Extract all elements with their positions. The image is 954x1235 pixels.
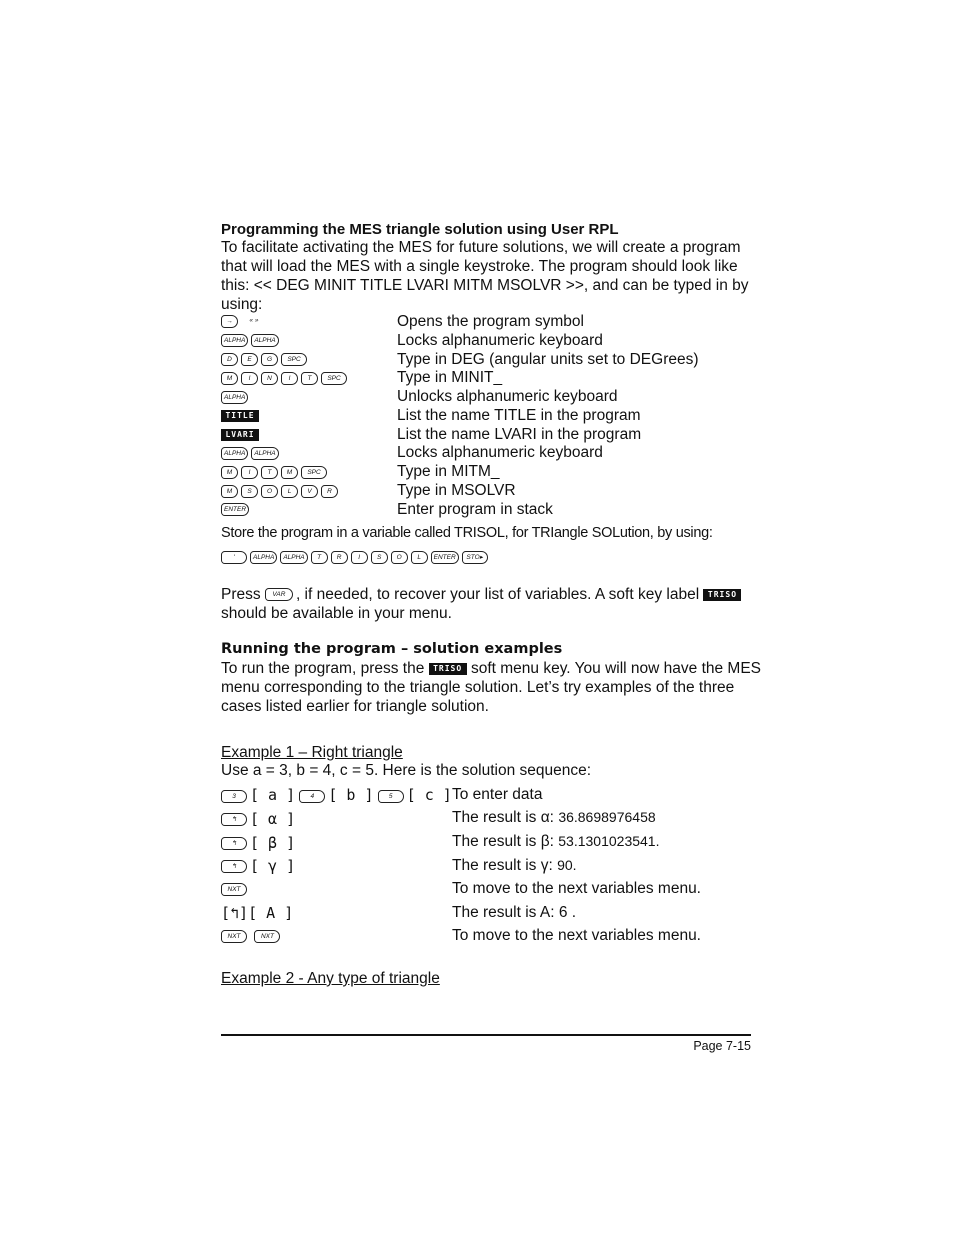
alpha-key: ALPHA (221, 334, 248, 347)
example-intro: Use a = 3, b = 4, c = 5. Here is the solution sequence: (221, 762, 592, 779)
key-d: D (221, 353, 238, 366)
step-description: Unlocks alphanumeric keyboard (397, 388, 618, 405)
example-row (221, 904, 293, 923)
paragraph-line: this: << DEG MINIT TITLE LVARI MITM MSOLVR >>, and can be typed in by (221, 277, 749, 294)
section-heading: Programming the MES triangle solution using User RPL (221, 221, 619, 238)
step-row (221, 389, 251, 408)
row-description: The result is A: 6 . (452, 904, 577, 921)
key-s: S (371, 551, 388, 564)
step-description: Type in MITM_ (397, 463, 500, 480)
alpha-key: ALPHA (221, 447, 248, 460)
soft-label-beta: [ β ] (250, 834, 296, 852)
press-text: , if needed, to recover your list of variables. A soft key label (295, 586, 700, 603)
key-m: M (221, 372, 238, 385)
key-r: R (321, 485, 338, 498)
store-instruction: Store the program in a variable called TRISOL, for TRIangle SOLution, by using: (221, 525, 713, 541)
result-text: The result is α: (452, 809, 554, 826)
key-i: I (241, 466, 258, 479)
result-text: The result is β: (452, 833, 554, 850)
var-key: VAR (265, 588, 293, 601)
key-m: M (281, 466, 298, 479)
press-line: should be available in your menu. (221, 605, 452, 622)
paragraph-line (221, 659, 761, 678)
step-row (221, 483, 341, 502)
key-5: 5 (378, 790, 404, 803)
right-shift-key: → (221, 315, 238, 328)
paragraph-line: that will load the MES with a single keystroke. The program should look like (221, 258, 738, 275)
step-description: List the name TITLE in the program (397, 407, 641, 424)
paragraph-line: using: (221, 296, 263, 313)
key-l: L (281, 485, 298, 498)
key-i: I (351, 551, 368, 564)
key-m: M (221, 485, 238, 498)
example-row (221, 810, 295, 829)
alpha-key: ALPHA (280, 551, 307, 564)
alpha-key: ALPHA (250, 551, 277, 564)
row-description (452, 856, 577, 875)
paragraph-text: soft menu key. You will now have the MES (470, 660, 762, 677)
soft-label-b: [ b ] (328, 786, 374, 804)
soft-key-title: TITLE (221, 410, 259, 422)
step-row (221, 501, 252, 520)
enter-key: ENTER (431, 551, 459, 564)
step-description: Enter program in stack (397, 501, 553, 518)
soft-label-a: [ a ] (250, 786, 296, 804)
soft-key-lvari: LVARI (221, 429, 259, 441)
example-row (221, 881, 250, 900)
soft-label-alpha: [ α ] (250, 810, 296, 828)
key-e: E (241, 353, 258, 366)
result-value: 36.8698976458 (558, 809, 656, 825)
key-spc: SPC (301, 466, 327, 479)
nxt-key: NXT (254, 930, 280, 943)
key-v: V (301, 485, 318, 498)
store-key-sequence (221, 549, 491, 568)
step-description: Locks alphanumeric keyboard (397, 444, 603, 461)
key-3: 3 (221, 790, 247, 803)
example-row (221, 834, 295, 853)
alpha-key: ALPHA (221, 391, 248, 404)
enter-key: ENTER (221, 503, 249, 516)
key-i: I (281, 372, 298, 385)
left-shift-key: ↰ (221, 837, 247, 850)
example-title: Example 2 - Any type of triangle (221, 970, 440, 987)
key-g: G (261, 353, 278, 366)
key-t: T (301, 372, 318, 385)
page-number: Page 7-15 (693, 1039, 751, 1053)
key-l: L (411, 551, 428, 564)
key-o: O (261, 485, 278, 498)
press-line (221, 585, 741, 604)
paragraph-line: To facilitate activating the MES for future solutions, we will create a program (221, 239, 741, 256)
soft-key-trisol: TRISO (703, 589, 741, 601)
footer-rule (221, 1034, 751, 1036)
section-heading: Running the program – solution examples (221, 641, 563, 657)
soft-label-gamma: [ γ ] (250, 857, 296, 875)
alpha-key: ALPHA (251, 334, 278, 347)
key-4: 4 (299, 790, 325, 803)
step-row (221, 407, 259, 426)
step-row (221, 351, 310, 370)
step-description: Type in DEG (angular units set to DEGrees) (397, 351, 699, 368)
press-text: Press (221, 586, 261, 603)
key-r: R (331, 551, 348, 564)
step-row (221, 313, 265, 332)
nxt-key: NXT (221, 883, 247, 896)
result-text: The result is γ: (452, 857, 553, 874)
example-row (221, 928, 283, 947)
step-row (221, 370, 350, 389)
key-t: T (311, 551, 328, 564)
row-description (452, 832, 659, 851)
paragraph-line: cases listed earlier for triangle solution. (221, 698, 489, 715)
key-s: S (241, 485, 258, 498)
row-description: To enter data (452, 786, 543, 803)
step-description: List the name LVARI in the program (397, 426, 642, 443)
step-row (221, 332, 282, 351)
nxt-key: NXT (221, 930, 247, 943)
example-row (221, 786, 452, 805)
step-row (221, 464, 330, 483)
step-description: Opens the program symbol (397, 313, 584, 330)
key-t: T (261, 466, 278, 479)
sto-key: STO▸ (462, 551, 488, 564)
paragraph-text: To run the program, press the (221, 660, 425, 677)
key-spc: SPC (281, 353, 307, 366)
left-shift-key: ↰ (221, 860, 247, 873)
row-description: To move to the next variables menu. (452, 927, 701, 944)
step-description: Locks alphanumeric keyboard (397, 332, 603, 349)
row-description (452, 808, 656, 827)
example-title: Example 1 – Right triangle (221, 744, 403, 761)
key-i: I (241, 372, 258, 385)
key-spc: SPC (321, 372, 347, 385)
result-value: 53.1301023541. (558, 833, 660, 849)
alpha-key: ALPHA (251, 447, 278, 460)
soft-label-area: [↰][ A ] (221, 904, 294, 922)
key-m: M (221, 466, 238, 479)
program-symbol-key: « » (245, 315, 262, 328)
step-row (221, 426, 259, 445)
row-description: To move to the next variables menu. (452, 880, 701, 897)
step-description: Type in MSOLVR (397, 482, 516, 499)
paragraph-line: menu corresponding to the triangle solution. Let’s try examples of the three (221, 679, 735, 696)
tick-key: ' (221, 551, 247, 564)
soft-label-c: [ c ] (406, 786, 452, 804)
soft-key-trisol: TRISO (429, 663, 467, 675)
example-row (221, 857, 295, 876)
step-description: Type in MINIT_ (397, 369, 503, 386)
result-value: 90. (557, 857, 577, 873)
key-o: O (391, 551, 408, 564)
step-row (221, 445, 282, 464)
key-n: N (261, 372, 278, 385)
left-shift-key: ↰ (221, 813, 247, 826)
